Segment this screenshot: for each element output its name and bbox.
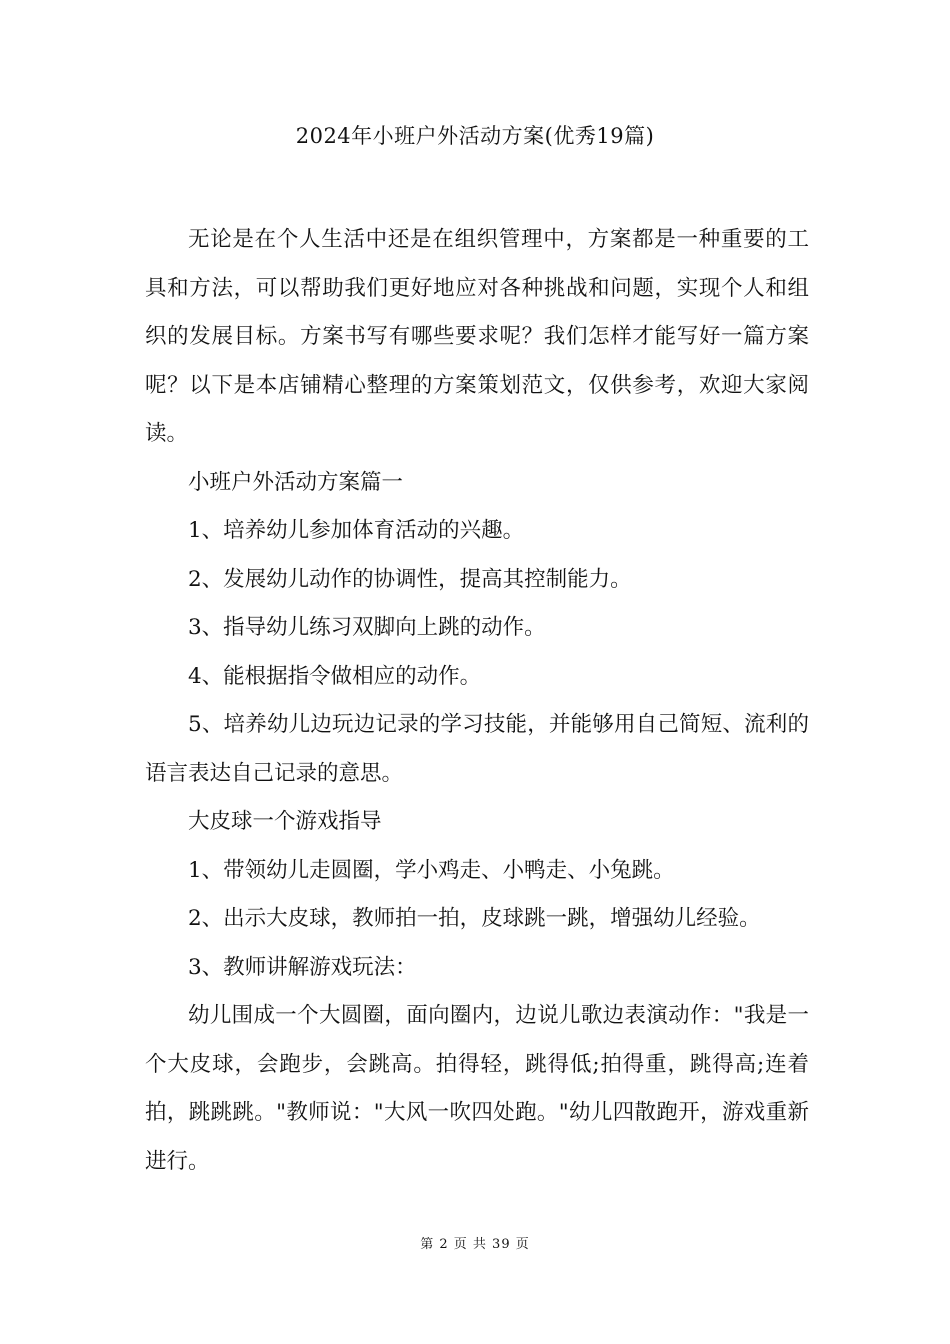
document-body <box>145 216 809 1186</box>
list-item: 1、带领幼儿走圆圈，学小鸡走、小鸭走、小兔跳。 <box>188 857 675 883</box>
section-heading: 小班户外活动方案篇一 <box>188 469 404 495</box>
list-item: 3、指导幼儿练习双脚向上跳的动作。 <box>188 615 546 640</box>
subsection-heading: 大皮球一个游戏指导 <box>188 809 382 834</box>
list-item: 2、发展幼儿动作的协调性，提高其控制能力。 <box>188 566 632 592</box>
body-paragraph: 幼儿围成一个大圆圈，面向圈内，边说儿歌边表演动作："我是一个大皮球，会跑步，会跳高。拍得轻，跳得低;拍得重，跳得高;连着拍，跳跳跳。"教师说："大风一吹四处跑。"幼儿四散跑开，游戏重新进行。 <box>145 1003 809 1174</box>
intro-paragraph: 无论是在个人生活中还是在组织管理中，方案都是一种重要的工具和方法，可以帮助我们更好地应对各种挑战和问题，实现个人和组织的发展目标。方案书写有哪些要求呢？我们怎样才能写好一篇方案呢？以下是本店铺精心整理的方案策划范文，仅供参考，欢迎大家阅读。 <box>145 227 809 446</box>
list-item: 4、能根据指令做相应的动作。 <box>188 663 482 689</box>
list-item: 5、培养幼儿边玩边记录的学习技能，并能够用自己简短、流利的语言表达自己记录的意思。 <box>145 712 809 786</box>
list-item: 3、教师讲解游戏玩法： <box>188 954 417 980</box>
page-footer: 第 2 页 共 39 页 <box>420 1237 530 1252</box>
list-item: 2、出示大皮球，教师拍一拍，皮球跳一跳，增强幼儿经验。 <box>188 906 761 931</box>
list-item: 1、培养幼儿参加体育活动的兴趣。 <box>188 518 525 543</box>
document-title: 2024年小班户外活动方案(优秀19篇) <box>295 124 655 148</box>
